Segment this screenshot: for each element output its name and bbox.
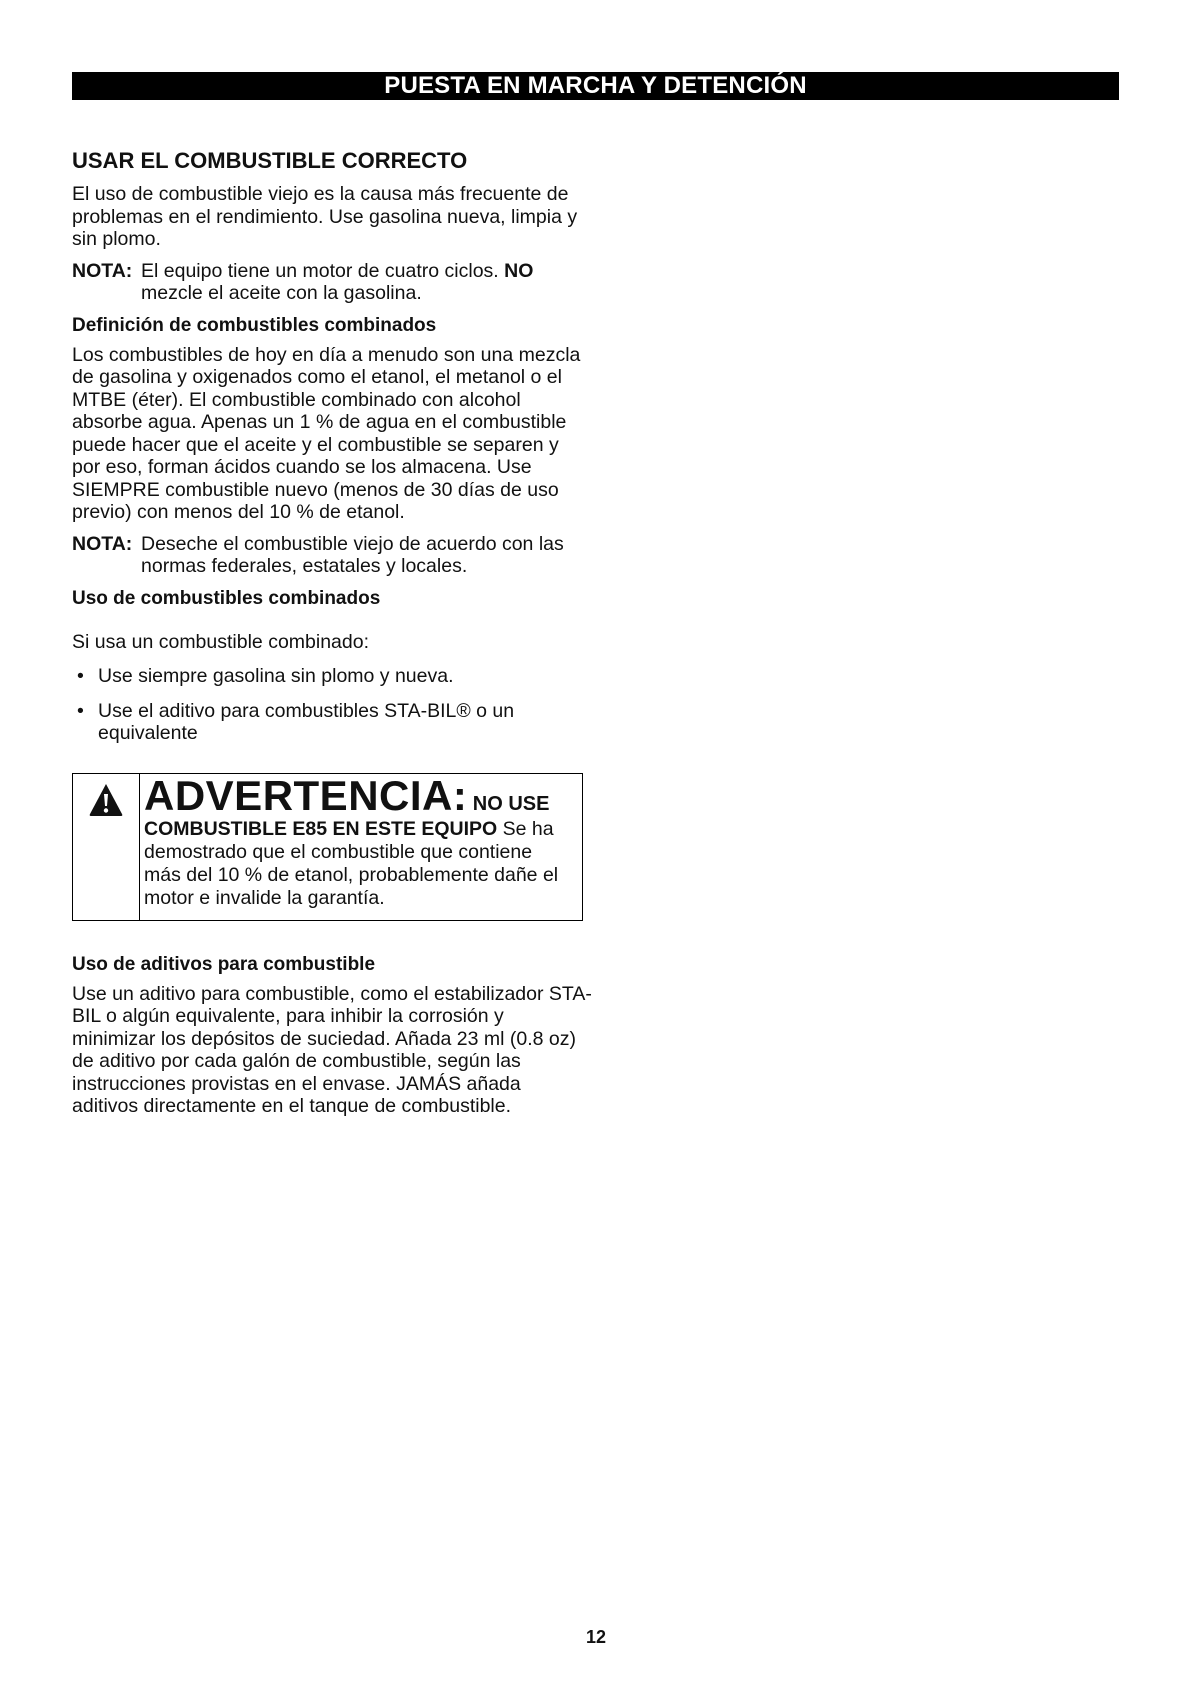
nota-label: NOTA: <box>72 532 133 555</box>
nota-text-b: normas federales, estatales y locales. <box>141 555 468 577</box>
nota-deseche <box>72 533 592 578</box>
warning-icon-cell <box>73 774 140 920</box>
nota-text <box>141 260 592 305</box>
paragraph-si-usa: Si usa un combustible combinado: <box>72 630 370 653</box>
list-item-text: Use siempre gasolina sin plomo y nueva. <box>98 665 454 687</box>
bullet-list <box>72 665 592 745</box>
nota-bold: NO <box>504 259 534 282</box>
main-column <box>72 148 592 1127</box>
list-item <box>72 665 592 688</box>
nota-label: NOTA: <box>72 259 133 282</box>
heading-uso-combinados: Uso de combustibles combinados <box>72 587 381 609</box>
paragraph-definicion: Los combustibles de hoy en día a menudo son una mezcla de gasolina y oxigenados como el etanol, el metanol o el MTBE (éter). El combustible combinado con alcohol absorbe agua. Apenas un 1 % de agua en el combustible puede hacer que el aceite y el combustible se separen y por eso, forman ácidos cuando se los almacena. Use SIEMPRE combustible nuevo (menos de 30 días de uso previo) con menos del 10 % de etanol. <box>72 343 581 523</box>
bullet-icon: • <box>77 665 84 687</box>
warning-text <box>140 771 582 920</box>
paragraph-combustible-viejo: El uso de combustible viejo es la causa más frecuente de problemas en el rendimiento. Use gasolina nueva, limpia y sin plomo. <box>72 183 578 250</box>
section-header-title: PUESTA EN MARCHA Y DETENCIÓN <box>384 72 807 99</box>
heading-definicion: Definición de combustibles combinados <box>72 314 437 336</box>
bullet-icon: • <box>77 699 84 722</box>
warning-triangle-icon <box>88 782 124 818</box>
nota-text-a: El equipo tiene un motor de cuatro ciclos. <box>141 259 499 282</box>
list-item <box>72 700 592 745</box>
warning-body: Se ha demostrado que el combustible que contiene más del 10 % de etanol, probablemente dañe el motor e invalide la garantía. <box>144 817 559 909</box>
heading-usar-combustible: USAR EL COMBUSTIBLE CORRECTO <box>72 148 468 173</box>
page-number: 12 <box>585 1627 607 1647</box>
section-header-bar <box>72 72 1119 100</box>
warning-box <box>72 773 583 921</box>
nota-cuatro-ciclos <box>72 260 592 305</box>
warning-title-small: NO USE <box>472 792 550 815</box>
nota-text <box>141 533 592 578</box>
warning-bold-line: COMBUSTIBLE E85 EN ESTE EQUIPO <box>144 817 498 840</box>
nota-text-a: Deseche el combustible viejo de acuerdo con las <box>141 532 564 555</box>
paragraph-aditivos: Use un aditivo para combustible, como el estabilizador STA-BIL o algún equivalente, para inhibir la corrosión y minimizar los depósitos de suciedad. Añada 23 ml (0.8 oz) de aditivo por cada galón de combustible, según las instrucciones provistas en el envase. JAMÁS añada aditivos directamente en el tanque de combustible. <box>72 982 592 1117</box>
list-item-text: Use el aditivo para combustibles STA-BIL® o un equivalente <box>98 699 515 744</box>
warning-title: ADVERTENCIA: <box>144 771 468 819</box>
heading-aditivos: Uso de aditivos para combustible <box>72 953 376 975</box>
nota-text-b: mezcle el aceite con la gasolina. <box>141 282 422 304</box>
